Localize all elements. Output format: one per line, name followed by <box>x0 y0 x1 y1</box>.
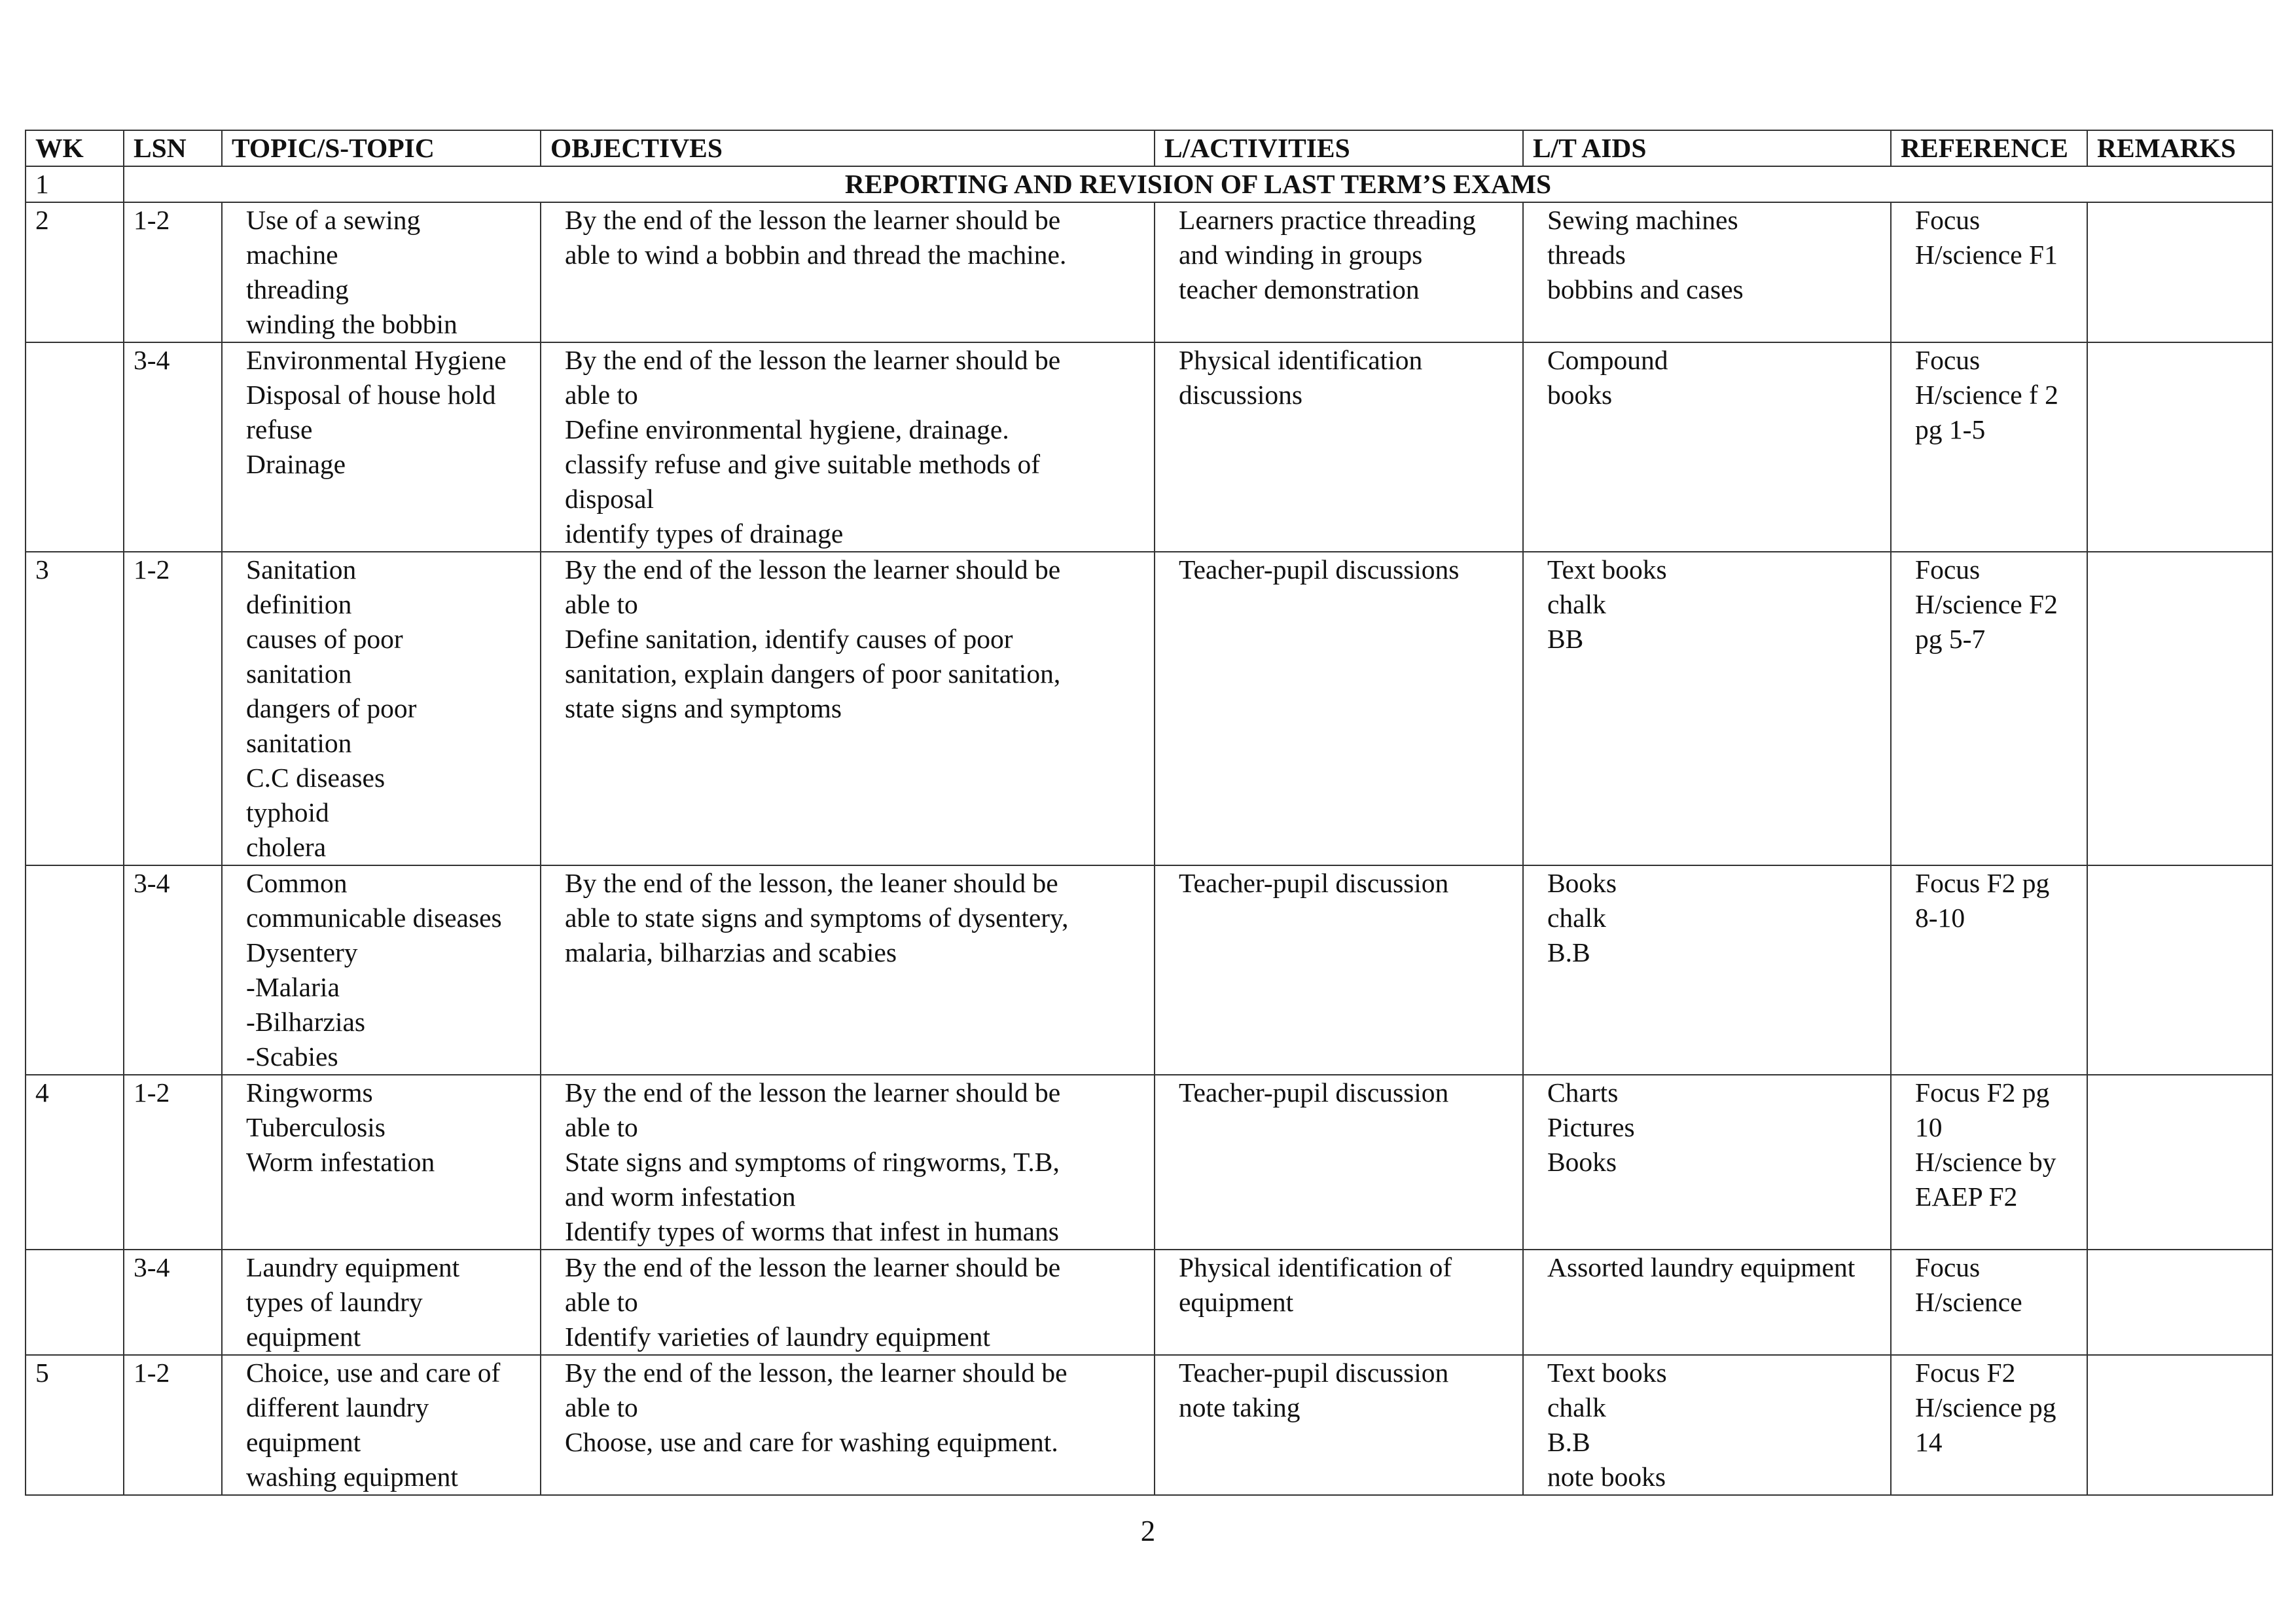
remarks-cell <box>2087 552 2272 865</box>
reference-line: 10 <box>1915 1112 1943 1142</box>
reference-line: 8-10 <box>1915 903 1965 933</box>
reference-cell <box>1891 342 2087 552</box>
topic-line: dangers of poor <box>246 693 417 723</box>
activities-cell <box>1155 202 1523 342</box>
objectives-line: Choose, use and care for washing equipment. <box>565 1427 1058 1457</box>
header-remarks: REMARKS <box>2087 130 2272 166</box>
objectives-line: malaria, bilharzias and scabies <box>565 937 897 967</box>
reference-cell <box>1891 1250 2087 1355</box>
activities-cell <box>1155 552 1523 865</box>
revision-title: REPORTING AND REVISION OF LAST TERM’S EXAMS <box>124 166 2272 202</box>
reference-line: H/science pg <box>1915 1392 2056 1422</box>
topic-line: different laundry <box>246 1392 429 1422</box>
topic-line: -Malaria <box>246 972 340 1002</box>
topic-line: sanitation <box>246 659 352 689</box>
reference-line: EAEP F2 <box>1915 1182 2018 1212</box>
revision-row <box>26 166 2272 202</box>
reference-line: 14 <box>1915 1427 1943 1457</box>
topic-line: Dysentery <box>246 937 358 967</box>
topic-cell <box>222 865 541 1075</box>
activities-cell <box>1155 865 1523 1075</box>
topic-line: typhoid <box>246 797 329 827</box>
topic-line: washing equipment <box>246 1462 458 1492</box>
table-row <box>26 1075 2272 1250</box>
aids-line: Charts <box>1547 1077 1619 1108</box>
objectives-line: identify types of drainage <box>565 518 844 549</box>
topic-line: C.C diseases <box>246 763 386 793</box>
header-objectives: OBJECTIVES <box>541 130 1155 166</box>
aids-line: note books <box>1547 1462 1666 1492</box>
activities-line: equipment <box>1179 1287 1294 1317</box>
objectives-line: Identify types of worms that infest in humans <box>565 1216 1059 1246</box>
topic-line: communicable diseases <box>246 903 502 933</box>
header-reference: REFERENCE <box>1891 130 2087 166</box>
topic-line: winding the bobbin <box>246 309 457 339</box>
activities-line: and winding in groups <box>1179 240 1423 270</box>
lesson-cell: 1-2 <box>124 202 222 342</box>
reference-line: Focus <box>1915 345 1981 375</box>
topic-line: equipment <box>246 1322 361 1352</box>
activities-line: teacher demonstration <box>1179 274 1420 304</box>
objectives-line: By the end of the lesson, the learner should be <box>565 1358 1067 1388</box>
reference-cell <box>1891 552 2087 865</box>
aids-line: bobbins and cases <box>1547 274 1744 304</box>
lesson-cell: 3-4 <box>124 865 222 1075</box>
header-row <box>26 130 2272 166</box>
objectives-line: classify refuse and give suitable methods of <box>565 449 1041 479</box>
topic-cell <box>222 1250 541 1355</box>
reference-line: H/science f 2 <box>1915 380 2058 410</box>
remarks-cell <box>2087 1250 2272 1355</box>
table-row <box>26 1250 2272 1355</box>
objectives-line: sanitation, explain dangers of poor sanitation, <box>565 659 1061 689</box>
header-topic: TOPIC/S-TOPIC <box>222 130 541 166</box>
activities-line: Teacher-pupil discussion <box>1179 1358 1449 1388</box>
topic-line: Tuberculosis <box>246 1112 386 1142</box>
aids-line: Text books <box>1547 554 1667 585</box>
aids-line: BB <box>1547 624 1584 654</box>
scheme-of-work-table <box>25 130 2273 1496</box>
table-row <box>26 1355 2272 1495</box>
topic-line: types of laundry <box>246 1287 423 1317</box>
objectives-line: state signs and symptoms <box>565 693 842 723</box>
topic-line: Environmental Hygiene <box>246 345 507 375</box>
aids-cell <box>1523 865 1891 1075</box>
reference-line: Focus <box>1915 554 1981 585</box>
objectives-line: By the end of the lesson the learner should be <box>565 1077 1061 1108</box>
reference-line: Focus F2 <box>1915 1358 2016 1388</box>
reference-line: H/science <box>1915 1287 2022 1317</box>
reference-cell <box>1891 1075 2087 1250</box>
reference-line: Focus F2 pg <box>1915 1077 2050 1108</box>
topic-cell <box>222 202 541 342</box>
topic-cell <box>222 1355 541 1495</box>
aids-line: chalk <box>1547 589 1606 619</box>
objectives-line: By the end of the lesson the learner should be <box>565 554 1061 585</box>
aids-line: Assorted laundry equipment <box>1547 1252 1856 1282</box>
header-wk: WK <box>26 130 124 166</box>
reference-line: Focus <box>1915 205 1981 235</box>
objectives-cell <box>541 202 1155 342</box>
activities-line: note taking <box>1179 1392 1300 1422</box>
aids-cell <box>1523 1250 1891 1355</box>
reference-line: pg 1-5 <box>1915 414 1986 444</box>
objectives-line: able to <box>565 1287 638 1317</box>
remarks-cell <box>2087 342 2272 552</box>
topic-line: Choice, use and care of <box>246 1358 501 1388</box>
remarks-cell <box>2087 1355 2272 1495</box>
objectives-cell <box>541 342 1155 552</box>
topic-cell <box>222 552 541 865</box>
lesson-cell: 3-4 <box>124 342 222 552</box>
objectives-line: able to <box>565 1392 638 1422</box>
objectives-line: able to state signs and symptoms of dysentery, <box>565 903 1069 933</box>
objectives-line: State signs and symptoms of ringworms, T.B, <box>565 1147 1060 1177</box>
reference-line: Focus <box>1915 1252 1981 1282</box>
aids-cell <box>1523 202 1891 342</box>
aids-line: B.B <box>1547 937 1590 967</box>
reference-cell <box>1891 1355 2087 1495</box>
aids-line: books <box>1547 380 1613 410</box>
table-row <box>26 865 2272 1075</box>
activities-line: discussions <box>1179 380 1303 410</box>
objectives-line: disposal <box>565 484 655 514</box>
objectives-line: able to <box>565 1112 638 1142</box>
objectives-line: By the end of the lesson the learner should be <box>565 345 1061 375</box>
objectives-line: able to <box>565 589 638 619</box>
topic-line: definition <box>246 589 352 619</box>
objectives-cell <box>541 1250 1155 1355</box>
topic-line: Drainage <box>246 449 346 479</box>
week-cell <box>26 342 124 552</box>
topic-cell <box>222 1075 541 1250</box>
lesson-cell: 3-4 <box>124 1250 222 1355</box>
activities-cell <box>1155 1075 1523 1250</box>
aids-cell <box>1523 342 1891 552</box>
aids-line: threads <box>1547 240 1626 270</box>
topic-cell <box>222 342 541 552</box>
aids-cell <box>1523 1075 1891 1250</box>
remarks-cell <box>2087 865 2272 1075</box>
activities-line: Teacher-pupil discussion <box>1179 1077 1449 1108</box>
aids-line: Text books <box>1547 1358 1667 1388</box>
topic-line: Worm infestation <box>246 1147 435 1177</box>
activities-line: Learners practice threading <box>1179 205 1476 235</box>
aids-line: chalk <box>1547 903 1606 933</box>
topic-line: Use of a sewing <box>246 205 421 235</box>
aids-line: Books <box>1547 1147 1617 1177</box>
aids-line: Sewing machines <box>1547 205 1738 235</box>
activities-line: Teacher-pupil discussions <box>1179 554 1460 585</box>
week-cell: 5 <box>26 1355 124 1495</box>
topic-line: Common <box>246 868 348 898</box>
reference-line: H/science F2 <box>1915 589 2058 619</box>
reference-line: pg 5-7 <box>1915 624 1986 654</box>
objectives-cell <box>541 865 1155 1075</box>
header-activities: L/ACTIVITIES <box>1155 130 1523 166</box>
topic-line: sanitation <box>246 728 352 758</box>
reference-line: Focus F2 pg <box>1915 868 2050 898</box>
week-cell <box>26 1250 124 1355</box>
topic-line: Sanitation <box>246 554 357 585</box>
objectives-cell <box>541 1355 1155 1495</box>
topic-line: -Bilharzias <box>246 1007 366 1037</box>
objectives-line: By the end of the lesson, the leaner should be <box>565 868 1058 898</box>
reference-line: H/science F1 <box>1915 240 2058 270</box>
topic-line: Disposal of house hold <box>246 380 496 410</box>
objectives-line: By the end of the lesson the learner should be <box>565 1252 1061 1282</box>
objectives-line: able to <box>565 380 638 410</box>
objectives-cell <box>541 552 1155 865</box>
revision-week-cell: 1 <box>26 166 124 202</box>
page-number: 2 <box>1140 1515 1156 1547</box>
topic-line: -Scabies <box>246 1041 338 1072</box>
activities-line: Physical identification <box>1179 345 1423 375</box>
aids-line: Books <box>1547 868 1617 898</box>
activities-cell <box>1155 1355 1523 1495</box>
activities-cell <box>1155 1250 1523 1355</box>
aids-line: B.B <box>1547 1427 1590 1457</box>
topic-line: cholera <box>246 832 327 862</box>
topic-line: Ringworms <box>246 1077 373 1108</box>
remarks-cell <box>2087 1075 2272 1250</box>
table-row <box>26 202 2272 342</box>
aids-line: Pictures <box>1547 1112 1635 1142</box>
lesson-cell: 1-2 <box>124 1075 222 1250</box>
objectives-line: able to wind a bobbin and thread the machine. <box>565 240 1067 270</box>
aids-cell <box>1523 1355 1891 1495</box>
activities-line: Physical identification of <box>1179 1252 1452 1282</box>
aids-line: chalk <box>1547 1392 1606 1422</box>
objectives-cell <box>541 1075 1155 1250</box>
reference-cell <box>1891 865 2087 1075</box>
topic-line: threading <box>246 274 349 304</box>
objectives-line: By the end of the lesson the learner should be <box>565 205 1061 235</box>
table-row <box>26 552 2272 865</box>
activities-cell <box>1155 342 1523 552</box>
topic-line: causes of poor <box>246 624 403 654</box>
lesson-cell: 1-2 <box>124 1355 222 1495</box>
week-cell: 2 <box>26 202 124 342</box>
week-cell: 3 <box>26 552 124 865</box>
topic-line: equipment <box>246 1427 361 1457</box>
week-cell <box>26 865 124 1075</box>
remarks-cell <box>2087 202 2272 342</box>
table-row <box>26 342 2272 552</box>
week-cell: 4 <box>26 1075 124 1250</box>
objectives-line: Define sanitation, identify causes of poor <box>565 624 1013 654</box>
lesson-cell: 1-2 <box>124 552 222 865</box>
topic-line: refuse <box>246 414 313 444</box>
aids-cell <box>1523 552 1891 865</box>
activities-line: Teacher-pupil discussion <box>1179 868 1449 898</box>
topic-line: Laundry equipment <box>246 1252 460 1282</box>
reference-line: H/science by <box>1915 1147 2056 1177</box>
objectives-line: and worm infestation <box>565 1182 796 1212</box>
header-lsn: LSN <box>124 130 222 166</box>
objectives-line: Define environmental hygiene, drainage. <box>565 414 1009 444</box>
topic-line: machine <box>246 240 338 270</box>
reference-cell <box>1891 202 2087 342</box>
header-aids: L/T AIDS <box>1523 130 1891 166</box>
objectives-line: Identify varieties of laundry equipment <box>565 1322 990 1352</box>
aids-line: Compound <box>1547 345 1668 375</box>
